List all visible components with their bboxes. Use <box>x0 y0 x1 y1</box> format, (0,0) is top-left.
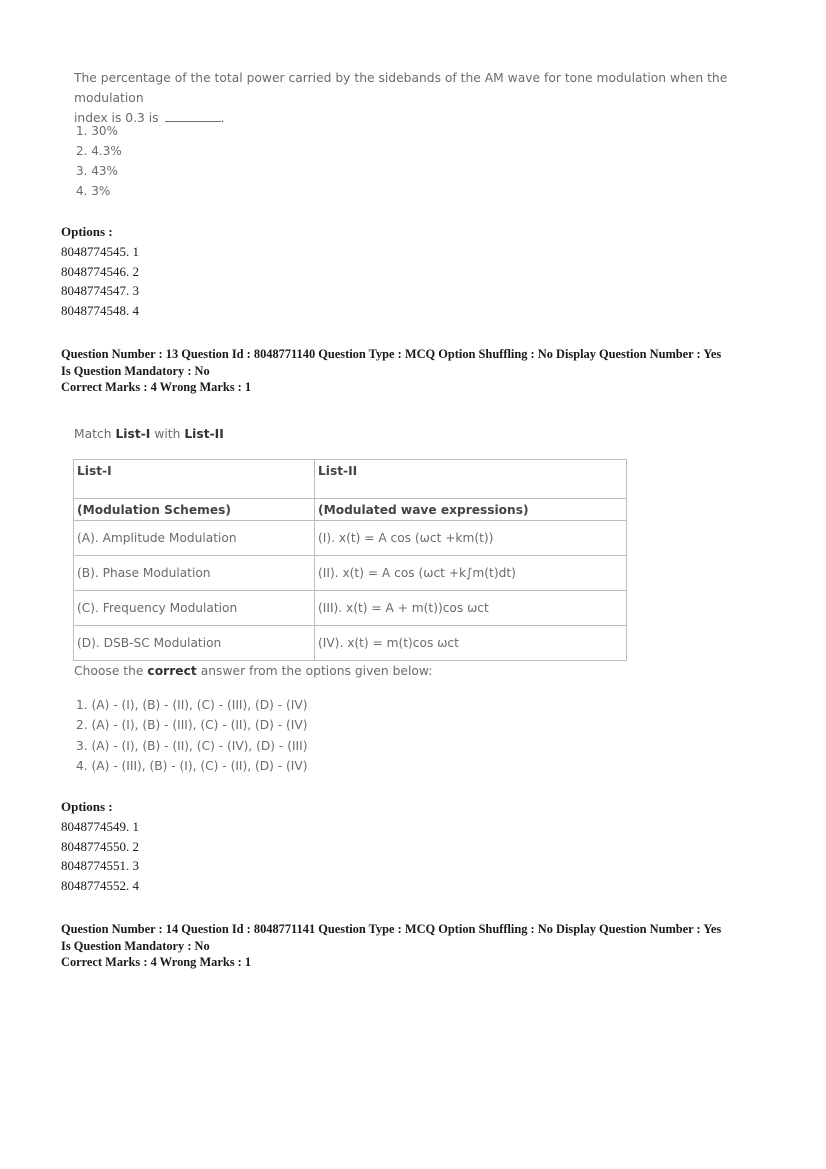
table-header-list1: List-I <box>74 460 315 499</box>
question-14-meta-line3: Correct Marks : 4 Wrong Marks : 1 <box>61 955 252 970</box>
question-13-meta <box>61 346 721 396</box>
question-12-stem-line1: The percentage of the total power carried by the sidebands of the AM wave for tone modulation when the modulation <box>74 71 728 105</box>
option-item: 8048774551. 3 <box>61 858 139 874</box>
table-cell-expression: (IV). x(t) = m(t)cos ωct <box>315 626 627 661</box>
question-13-meta-line3: Correct Marks : 4 Wrong Marks : 1 <box>61 380 252 395</box>
answer-item: 2. (A) - (I), (B) - (III), (C) - (II), (D) - (IV) <box>76 718 308 733</box>
answer-blank <box>165 110 221 122</box>
table-cell-scheme: (C). Frequency Modulation <box>74 591 315 626</box>
table-subheader-row <box>74 499 627 521</box>
option-item: 8048774549. 1 <box>61 819 139 834</box>
match-table <box>73 459 627 661</box>
choice-item: 3. 43% <box>76 164 118 178</box>
table-row <box>74 556 627 591</box>
choice-item: 1. 30% <box>76 124 118 138</box>
question-14-meta-line1: Question Number : 14 Question Id : 8048771141 Question Type : MCQ Option Shuffling : No Display Question Number : Yes <box>61 922 722 936</box>
choose-instruction: Choose the correct answer from the options given below: <box>74 664 433 678</box>
question-12-stem <box>74 68 784 128</box>
answer-item: 4. (A) - (III), (B) - (I), (C) - (II), (D) - (IV) <box>76 758 308 773</box>
table-cell-scheme: (D). DSB-SC Modulation <box>74 626 315 661</box>
table-header-row <box>74 460 627 499</box>
table-cell-scheme: (B). Phase Modulation <box>74 556 315 591</box>
question-13-meta-line2: Is Question Mandatory : No <box>61 363 210 378</box>
choice-item: 2. 4.3% <box>76 144 122 158</box>
table-header-list2: List-II <box>315 460 627 499</box>
match-instruction: Match List-I with List-II <box>74 427 224 441</box>
option-item: 8048774552. 4 <box>61 877 139 893</box>
question-14-meta-line2: Is Question Mandatory : No <box>61 938 210 953</box>
table-row <box>74 591 627 626</box>
options-heading: Options : <box>61 799 113 814</box>
question-12-choices <box>76 121 122 201</box>
answer-item: 3. (A) - (I), (B) - (II), (C) - (IV), (D) - (III) <box>76 738 308 753</box>
option-item: 8048774550. 2 <box>61 838 139 854</box>
table-cell-scheme: (A). Amplitude Modulation <box>74 521 315 556</box>
option-item: 8048774548. 4 <box>61 302 139 318</box>
table-subheader-schemes: (Modulation Schemes) <box>74 499 315 521</box>
table-row <box>74 521 627 556</box>
answer-item: 1. (A) - (I), (B) - (II), (C) - (III), (D) - (IV) <box>76 698 308 712</box>
question-12-stem-line2: index is 0.3 is . <box>74 111 225 125</box>
table-cell-expression: (II). x(t) = A cos (ωct +k∫m(t)dt) <box>315 556 627 591</box>
option-item: 8048774545. 1 <box>61 244 139 259</box>
choice-item: 4. 3% <box>76 184 111 198</box>
options-heading: Options : <box>61 224 113 239</box>
question-13-options <box>61 817 139 895</box>
table-cell-expression: (III). x(t) = A + m(t))cos ωct <box>315 591 627 626</box>
question-12-options <box>61 242 139 320</box>
option-item: 8048774546. 2 <box>61 263 139 279</box>
question-13-answers <box>76 695 308 776</box>
option-item: 8048774547. 3 <box>61 283 139 299</box>
question-14-meta <box>61 921 721 971</box>
table-cell-expression: (I). x(t) = A cos (ωct +km(t)) <box>315 521 627 556</box>
table-row <box>74 626 627 661</box>
question-13-meta-line1: Question Number : 13 Question Id : 8048771140 Question Type : MCQ Option Shuffling : No Display Question Number : Yes <box>61 347 722 361</box>
table-subheader-expressions: (Modulated wave expressions) <box>315 499 627 521</box>
